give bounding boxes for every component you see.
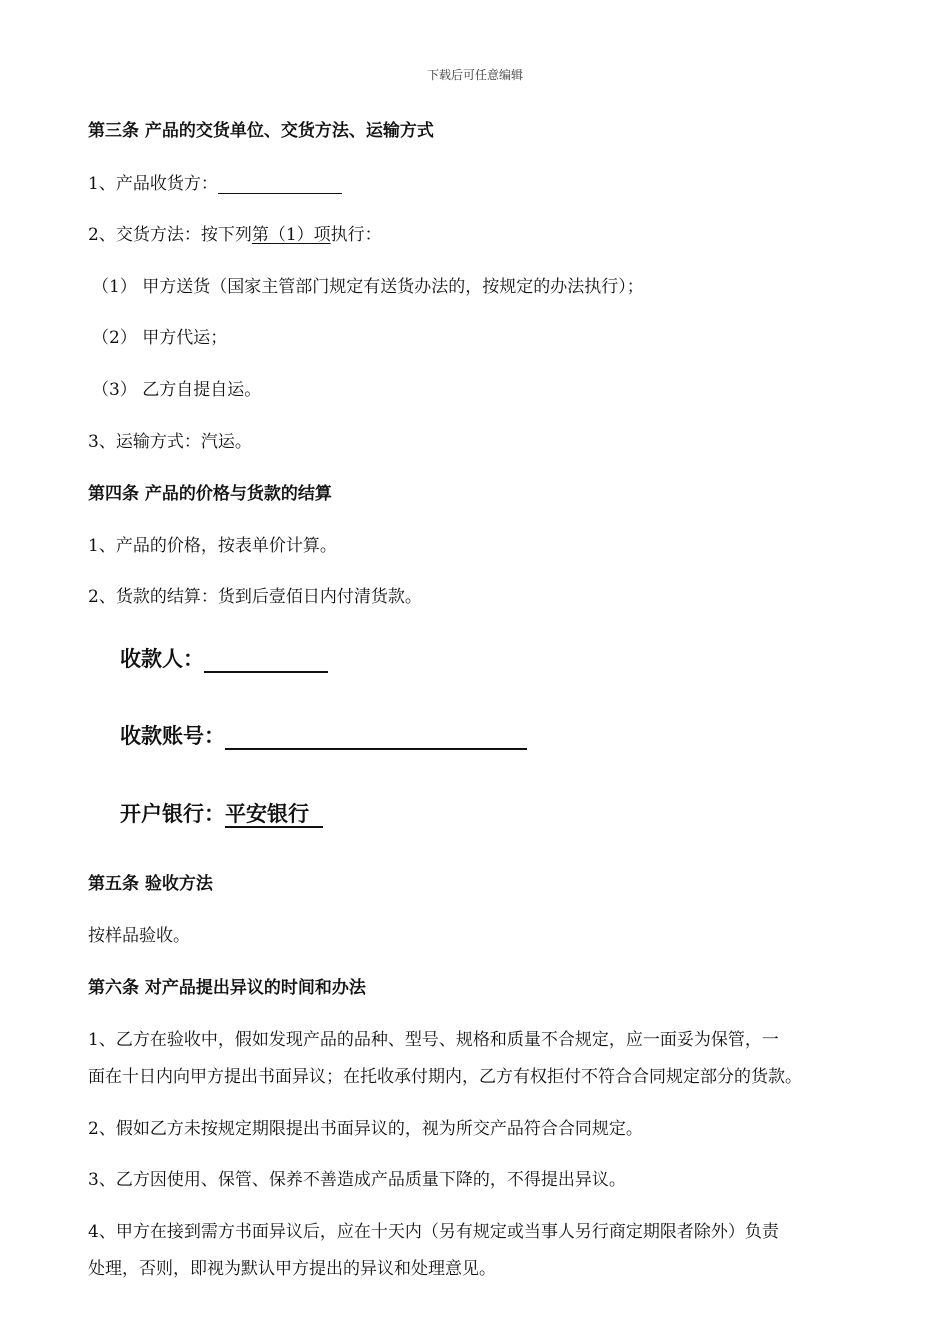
account-blank [225, 726, 527, 750]
clause-2: 2、假如乙方未按规定期限提出书面异议的，视为所交产品符合合同规定。 [88, 1119, 643, 1139]
clause-1-line-1: 1、乙方在验收中，假如发现产品的品种、型号、规格和质量不合规定，应一面妥为保管，一 [88, 1030, 779, 1050]
page-header: 下载后可任意编辑 [426, 68, 523, 82]
delivery-method-prefix: 2、交货方法：按下列 [88, 225, 252, 245]
bank-label: 开户银行： [120, 802, 225, 826]
receiver-line [88, 169, 342, 194]
delivery-method-line [88, 220, 382, 245]
receiver-blank [218, 175, 342, 194]
clause-4-line-1: 4、甲方在接到需方书面异议后，应在十天内（另有规定或当事人另行商定期限者除外）负责 [88, 1222, 779, 1242]
article-4-title: 第四条 产品的价格与货款的结算 [88, 484, 332, 504]
inspection-text: 按样品验收。 [88, 926, 190, 946]
account-label: 收款账号： [120, 724, 225, 748]
payee-blank [204, 649, 328, 673]
article-6-title: 第六条 对产品提出异议的时间和办法 [88, 978, 366, 998]
receiver-label: 1、产品收货方： [88, 174, 218, 194]
delivery-option-3: （3） 乙方自提自运。 [92, 380, 262, 400]
bank-value: 平安银行 [225, 802, 323, 828]
bank-line [120, 798, 323, 828]
price-line: 1、产品的价格，按表单价计算。 [88, 536, 337, 556]
payee-label: 收款人： [120, 647, 204, 671]
clause-3: 3、乙方因使用、保管、保养不善造成产品质量下降的，不得提出异议。 [88, 1170, 626, 1190]
transport-line: 3、运输方式：汽运。 [88, 432, 252, 452]
settlement-line: 2、货款的结算：货到后壹佰日内付清货款。 [88, 587, 422, 607]
delivery-method-choice: 第（1）项 [251, 225, 331, 245]
delivery-option-2: （2） 甲方代运； [92, 328, 228, 348]
delivery-option-1: （1） 甲方送货（国家主管部门规定有送货办法的，按规定的办法执行）； [92, 277, 644, 297]
clause-1-line-2: 面在十日内向甲方提出书面异议；在托收承付期内，乙方有权拒付不符合合同规定部分的货款。 [88, 1067, 802, 1087]
article-3-title: 第三条 产品的交货单位、交货方法、运输方式 [88, 121, 434, 141]
delivery-method-suffix: 执行： [330, 225, 382, 245]
account-line [120, 720, 527, 750]
clause-4-line-2: 处理，否则，即视为默认甲方提出的异议和处理意见。 [88, 1259, 496, 1279]
payee-line [120, 643, 328, 673]
article-5-title: 第五条 验收方法 [88, 874, 213, 894]
